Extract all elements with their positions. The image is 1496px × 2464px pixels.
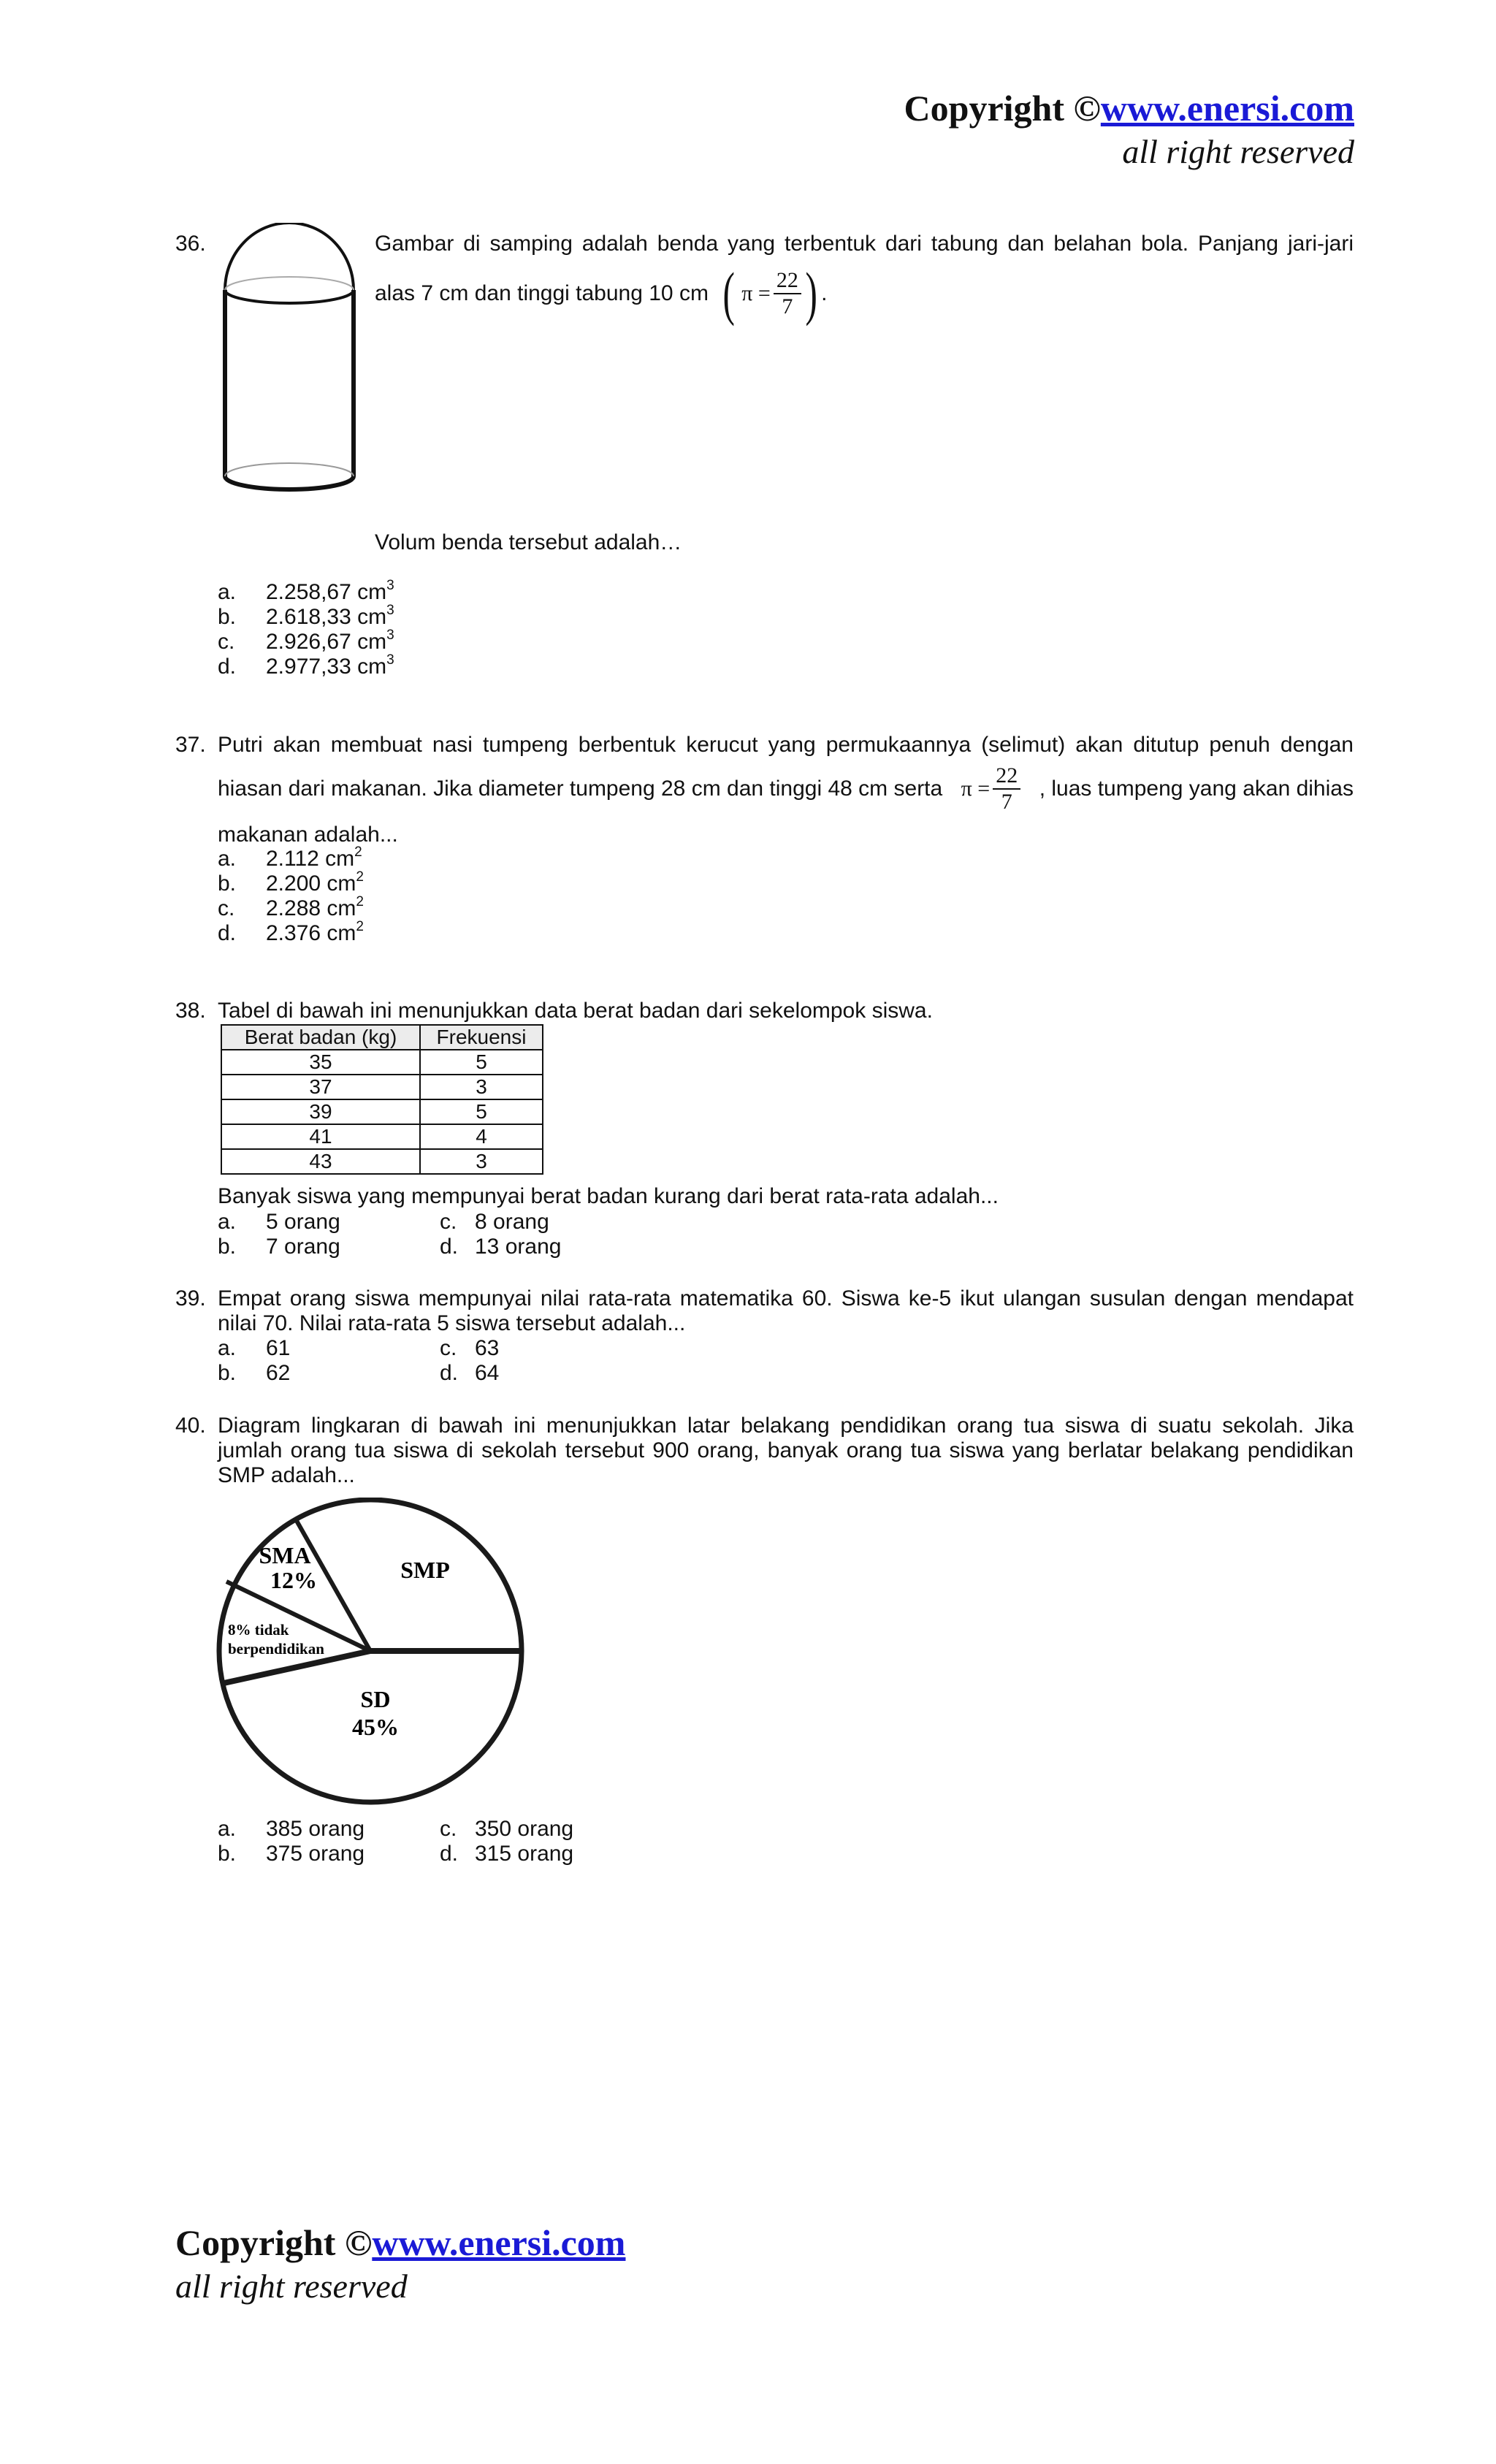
label-sma-pct: 12% bbox=[270, 1567, 317, 1593]
q39-line2: nilai 70. Nilai rata-rata 5 siswa tersebut adalah... bbox=[218, 1311, 686, 1335]
option-value: 7 orang bbox=[266, 1235, 340, 1259]
q36-option-c[interactable] bbox=[218, 629, 394, 655]
q37-option-a[interactable] bbox=[218, 846, 362, 872]
option-value: 2.258,67 cm bbox=[266, 580, 387, 604]
q37-pi: π = bbox=[961, 777, 991, 801]
q37-option-d[interactable] bbox=[218, 920, 364, 947]
cylinder-base-back bbox=[225, 463, 354, 476]
option-letter: a. bbox=[218, 847, 237, 871]
option-value: 2.977,33 cm bbox=[266, 655, 387, 679]
label-tidak-2: berpendidikan bbox=[228, 1640, 324, 1658]
option-exponent: 2 bbox=[354, 844, 362, 860]
q39-option-a[interactable] bbox=[218, 1335, 290, 1362]
q38-option-c[interactable] bbox=[440, 1209, 549, 1235]
q40-line1: Diagram lingkaran di bawah ini menunjukkan latar belakang pendidikan orang tua siswa di suatu sekolah. Jika bbox=[218, 1414, 1354, 1438]
option-exponent: 3 bbox=[386, 603, 394, 618]
option-value: 2.288 cm bbox=[266, 896, 356, 920]
option-value: 350 orang bbox=[475, 1817, 574, 1841]
option-letter: d. bbox=[218, 921, 237, 945]
header-site-link[interactable]: www.enersi.com bbox=[1100, 88, 1354, 129]
q39-option-d[interactable] bbox=[440, 1360, 499, 1387]
q36-question: Volum benda tersebut adalah… bbox=[375, 530, 682, 554]
q37-option-b[interactable] bbox=[218, 871, 364, 897]
option-letter: c. bbox=[440, 1336, 457, 1360]
option-letter: c. bbox=[218, 896, 235, 920]
option-value: 2.200 cm bbox=[266, 871, 356, 896]
label-smp-name: SMP bbox=[400, 1557, 450, 1583]
option-letter: a. bbox=[218, 1336, 237, 1360]
q39-option-b[interactable] bbox=[218, 1360, 290, 1387]
option-value: 2.926,67 cm bbox=[266, 630, 387, 654]
q36-pi: π = bbox=[741, 281, 771, 305]
footer-copyright-prefix: Copyright © bbox=[175, 2222, 373, 2263]
table-header-frequency: Frekuensi bbox=[420, 1025, 543, 1050]
option-letter: c. bbox=[440, 1210, 457, 1234]
cell-weight: 43 bbox=[221, 1149, 420, 1174]
label-sd-name: SD bbox=[360, 1686, 391, 1712]
q36-number: 36. bbox=[175, 232, 206, 256]
q36-tail: . bbox=[821, 281, 828, 305]
weight-table bbox=[221, 1024, 543, 1175]
option-letter: d. bbox=[440, 1842, 459, 1866]
option-exponent: 3 bbox=[386, 578, 394, 593]
footer-site-link[interactable]: www.enersi.com bbox=[372, 2222, 626, 2263]
left-paren: ( bbox=[722, 260, 735, 327]
q36-option-d[interactable] bbox=[218, 654, 394, 680]
cell-weight: 35 bbox=[221, 1050, 420, 1075]
q38-number: 38. bbox=[175, 999, 206, 1023]
q36-line2 bbox=[375, 260, 828, 327]
cylinder-hemisphere-figure bbox=[218, 223, 361, 500]
q37-number: 37. bbox=[175, 733, 206, 757]
table-row bbox=[221, 1099, 543, 1124]
q40-option-c[interactable] bbox=[440, 1816, 573, 1842]
option-letter: a. bbox=[218, 580, 237, 604]
q37-option-c[interactable] bbox=[218, 896, 364, 922]
cylinder-top-ellipse-back bbox=[225, 277, 354, 290]
q36-frac-den: 7 bbox=[782, 294, 793, 319]
option-value: 64 bbox=[475, 1361, 500, 1385]
q37-line2 bbox=[218, 760, 1354, 818]
option-exponent: 2 bbox=[356, 869, 364, 885]
q38-option-d[interactable] bbox=[440, 1234, 561, 1260]
q39-option-c[interactable] bbox=[440, 1335, 499, 1362]
option-exponent: 2 bbox=[356, 894, 364, 909]
option-letter: b. bbox=[218, 1361, 237, 1385]
cylinder-base-front bbox=[225, 476, 354, 489]
header-rights: all right reserved bbox=[1122, 133, 1354, 170]
footer-rights: all right reserved bbox=[175, 2267, 408, 2305]
q37-line1: Putri akan membuat nasi tumpeng berbentuk kerucut yang permukaannya (selimut) akan ditutup penuh dengan bbox=[218, 733, 1354, 757]
option-value: 2.112 cm bbox=[266, 847, 355, 871]
option-value: 2.376 cm bbox=[266, 921, 356, 945]
cell-weight: 39 bbox=[221, 1099, 420, 1124]
option-value: 2.618,33 cm bbox=[266, 605, 387, 629]
label-tidak-1: 8% tidak bbox=[228, 1621, 289, 1639]
q37-line2-a: hiasan dari makanan. Jika diameter tumpeng 28 cm dan tinggi 48 cm serta bbox=[218, 777, 943, 801]
right-paren: ) bbox=[805, 260, 817, 327]
option-exponent: 3 bbox=[386, 628, 394, 643]
table-row bbox=[221, 1124, 543, 1149]
cell-frequency: 3 bbox=[420, 1149, 543, 1174]
cell-frequency: 5 bbox=[420, 1050, 543, 1075]
header-copyright bbox=[904, 86, 1354, 130]
cell-frequency: 3 bbox=[420, 1075, 543, 1099]
cylinder-top-ellipse-front bbox=[225, 290, 354, 303]
q37-line3: makanan adalah... bbox=[218, 823, 398, 847]
cell-frequency: 4 bbox=[420, 1124, 543, 1149]
option-value: 315 orang bbox=[475, 1842, 574, 1866]
option-value: 8 orang bbox=[475, 1210, 549, 1234]
q39-line1: Empat orang siswa mempunyai nilai rata-rata matematika 60. Siswa ke-5 ikut ulangan susulan dengan mendapat bbox=[218, 1286, 1354, 1311]
option-value: 61 bbox=[266, 1336, 291, 1360]
option-letter: a. bbox=[218, 1817, 237, 1841]
table-row bbox=[221, 1050, 543, 1075]
label-sd-pct: 45% bbox=[352, 1714, 399, 1740]
q40-line2: jumlah orang tua siswa di sekolah tersebut 900 orang, banyak orang tua siswa yang berlatar belakang pendidikan bbox=[218, 1438, 1354, 1462]
q40-option-a[interactable] bbox=[218, 1816, 365, 1842]
option-letter: b. bbox=[218, 605, 237, 629]
q36-line2-text: alas 7 cm dan tinggi tabung 10 cm bbox=[375, 281, 709, 305]
cell-frequency: 5 bbox=[420, 1099, 543, 1124]
option-value: 5 orang bbox=[266, 1210, 340, 1234]
option-value: 375 orang bbox=[266, 1842, 365, 1866]
header-copyright-prefix: Copyright © bbox=[904, 88, 1101, 129]
q36-fraction bbox=[774, 268, 801, 319]
option-letter: a. bbox=[218, 1210, 237, 1234]
option-value: 385 orang bbox=[266, 1817, 365, 1841]
option-letter: d. bbox=[440, 1361, 459, 1385]
education-pie-chart bbox=[212, 1498, 533, 1819]
q38-question: Banyak siswa yang mempunyai berat badan kurang dari berat rata-rata adalah... bbox=[218, 1184, 999, 1208]
option-letter: b. bbox=[218, 1842, 237, 1866]
option-exponent: 2 bbox=[356, 919, 364, 934]
q38-option-b[interactable] bbox=[218, 1234, 340, 1260]
table-row bbox=[221, 1075, 543, 1099]
q37-pi-expression bbox=[961, 763, 1021, 815]
table-header-weight: Berat badan (kg) bbox=[221, 1025, 420, 1050]
q36-option-b[interactable] bbox=[218, 604, 394, 630]
q39-number: 39. bbox=[175, 1286, 206, 1311]
q37-frac-den: 7 bbox=[1001, 790, 1012, 814]
footer-copyright bbox=[175, 2221, 625, 2265]
cell-weight: 37 bbox=[221, 1075, 420, 1099]
q37-line2-b: , luas tumpeng yang akan dihias bbox=[1039, 777, 1354, 801]
option-value: 13 orang bbox=[475, 1235, 562, 1259]
q38-option-a[interactable] bbox=[218, 1209, 340, 1235]
table-row bbox=[221, 1149, 543, 1174]
option-letter: c. bbox=[440, 1817, 457, 1841]
option-value: 62 bbox=[266, 1361, 291, 1385]
option-letter: b. bbox=[218, 871, 237, 896]
q37-frac-num: 22 bbox=[993, 763, 1020, 790]
option-exponent: 3 bbox=[386, 652, 394, 668]
option-letter: c. bbox=[218, 630, 235, 654]
label-sma-name: SMA bbox=[259, 1542, 311, 1568]
q36-line1: Gambar di samping adalah benda yang terbentuk dari tabung dan belahan bola. Panjang jari-jari bbox=[375, 232, 1354, 256]
q40-number: 40. bbox=[175, 1414, 206, 1438]
cell-weight: 41 bbox=[221, 1124, 420, 1149]
q40-option-b[interactable] bbox=[218, 1841, 365, 1867]
q36-option-a[interactable] bbox=[218, 579, 394, 606]
q37-fraction bbox=[993, 763, 1020, 815]
option-value: 63 bbox=[475, 1336, 500, 1360]
q40-option-d[interactable] bbox=[440, 1841, 573, 1867]
option-letter: d. bbox=[440, 1235, 459, 1259]
q38-intro: Tabel di bawah ini menunjukkan data berat badan dari sekelompok siswa. bbox=[218, 999, 933, 1023]
option-letter: b. bbox=[218, 1235, 237, 1259]
q36-frac-num: 22 bbox=[774, 268, 801, 294]
option-letter: d. bbox=[218, 655, 237, 679]
q40-line3: SMP adalah... bbox=[218, 1463, 355, 1487]
table-header-row bbox=[221, 1025, 543, 1050]
q36-pi-expression bbox=[719, 260, 828, 327]
